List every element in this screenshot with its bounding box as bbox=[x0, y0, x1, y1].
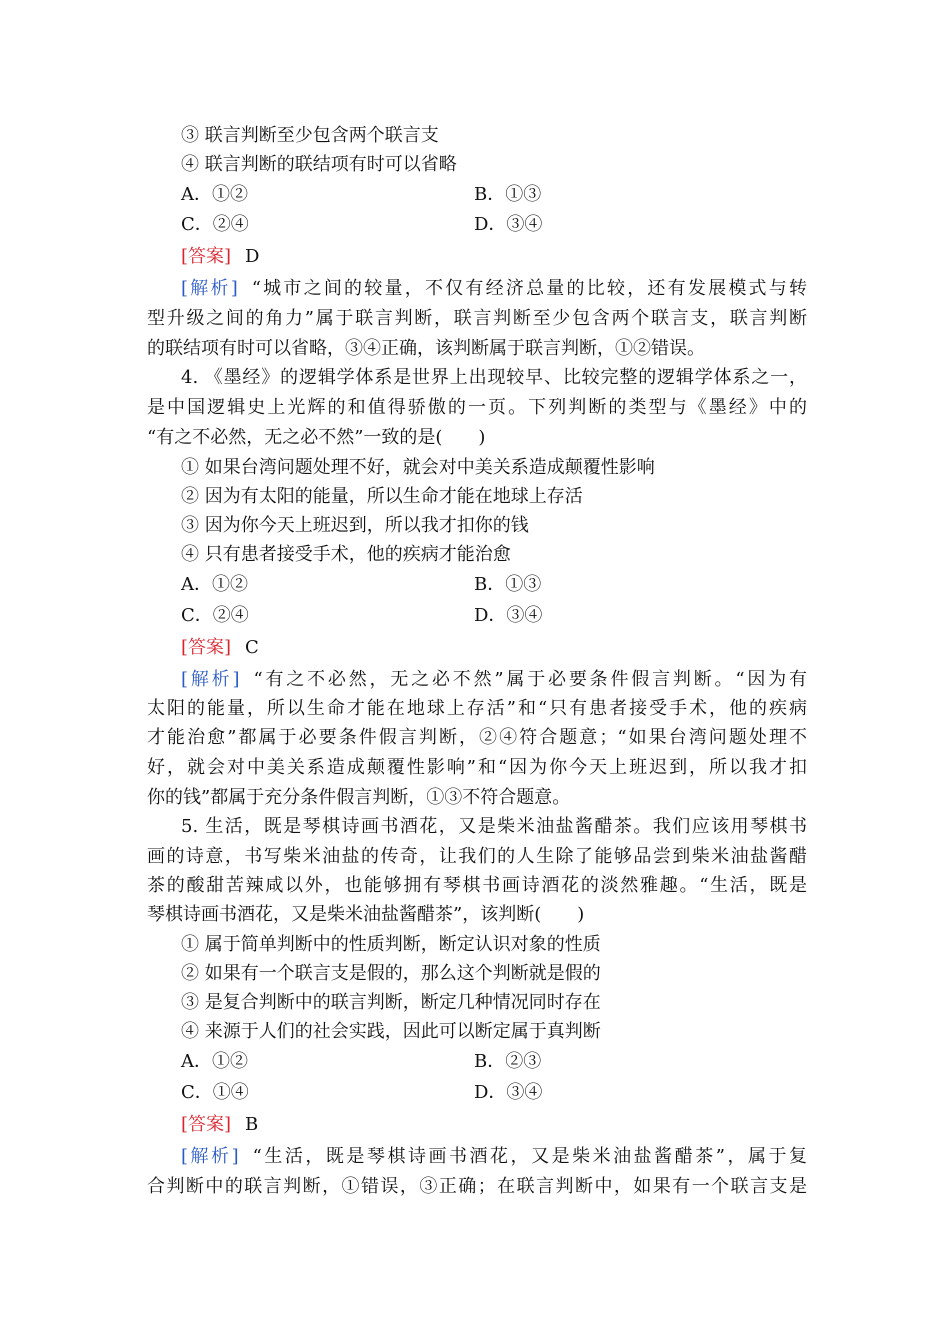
q5-analysis-line-1: [解析] “生活，既是琴棋诗画书酒花，又是柴米油盐酱醋茶”，属于复 bbox=[181, 1146, 808, 1167]
q3-item-4: ④ 联言判断的联结项有时可以省略 bbox=[181, 154, 457, 175]
q4-analysis-line-4: 好，就会对中美关系造成颠覆性影响”和“因为你今天上班迟到，所以我才扣 bbox=[147, 757, 807, 778]
q5-item-4: ④ 来源于人们的社会实践，因此可以断定属于真判断 bbox=[181, 1021, 601, 1042]
q5-option-c: C．①④ bbox=[181, 1082, 249, 1103]
q5-stem-line-3: 茶的酸甜苦辣咸以外，也能够拥有琴棋书画诗酒花的淡然雅趣。“生活，既是 bbox=[147, 875, 807, 896]
answer-value: B bbox=[245, 1114, 259, 1135]
answer-value: C bbox=[245, 637, 259, 658]
q5-option-a: A．①② bbox=[181, 1051, 248, 1072]
q3-analysis-line-2: 型升级之间的角力”属于联言判断，联言判断至少包含两个联言支，联言判断 bbox=[147, 308, 807, 329]
q5-analysis-line-2: 合判断中的联言判断，①错误，③正确；在联言判断中，如果有一个联言支是 bbox=[147, 1176, 807, 1197]
q3-analysis-line-1: [解析] “城市之间的较量，不仅有经济总量的比较，还有发展模式与转 bbox=[181, 278, 808, 299]
q5-item-1: ① 属于简单判断中的性质判断，断定认识对象的性质 bbox=[181, 934, 601, 955]
q5-stem-line-1: 5. 生活，既是琴棋诗画书酒花，又是柴米油盐酱醋茶。我们应该用琴棋书 bbox=[181, 816, 807, 837]
q3-option-a: A．①② bbox=[181, 184, 248, 205]
q4-option-a: A．①② bbox=[181, 574, 248, 595]
q3-option-d: D．③④ bbox=[474, 214, 543, 235]
q3-option-b: B．①③ bbox=[474, 184, 542, 205]
q5-option-d: D．③④ bbox=[474, 1082, 543, 1103]
q4-stem-line-3: “有之不必然，无之必不然”一致的是( ) bbox=[147, 427, 486, 448]
answer-value: D bbox=[245, 246, 260, 267]
q4-analysis-line-2: 太阳的能量，所以生命才能在地球上存活”和“只有患者接受手术，他的疾病 bbox=[147, 698, 807, 719]
q4-stem-line-2: 是中国逻辑史上光辉的和值得骄傲的一页。下列判断的类型与《墨经》中的 bbox=[147, 397, 807, 418]
q4-item-2: ② 因为有太阳的能量，所以生命才能在地球上存活 bbox=[181, 486, 583, 507]
q4-option-d: D．③④ bbox=[474, 605, 543, 626]
q3-item-3: ③ 联言判断至少包含两个联言支 bbox=[181, 125, 439, 146]
analysis-tag: [解析] bbox=[181, 669, 240, 690]
q4-analysis-line-1: [解析] “有之不必然，无之必不然”属于必要条件假言判断。“因为有 bbox=[181, 669, 807, 690]
answer-tag: [答案] bbox=[181, 637, 232, 658]
q5-item-3: ③ 是复合判断中的联言判断，断定几种情况同时存在 bbox=[181, 992, 601, 1013]
q4-option-b: B．①③ bbox=[474, 574, 542, 595]
answer-tag: [答案] bbox=[181, 1114, 232, 1135]
q5-answer bbox=[181, 1113, 807, 1137]
q4-analysis-line-5: 你的钱”都属于充分条件假言判断，①③不符合题意。 bbox=[147, 787, 571, 808]
q4-analysis-line-3: 才能治愈”都属于必要条件假言判断，②④符合题意；“如果台湾问题处理不 bbox=[147, 727, 807, 748]
answer-tag: [答案] bbox=[181, 246, 232, 267]
q5-stem-line-4: 琴棋诗画书酒花，又是柴米油盐酱醋茶”，该判断( ) bbox=[147, 904, 585, 925]
q4-item-4: ④ 只有患者接受手术，他的疾病才能治愈 bbox=[181, 544, 511, 565]
q4-stem-line-1: 4. 《墨经》的逻辑学体系是世界上出现较早、比较完整的逻辑学体系之一， bbox=[181, 367, 807, 388]
analysis-tag: [解析] bbox=[181, 1146, 239, 1167]
q5-item-2: ② 如果有一个联言支是假的，那么这个判断就是假的 bbox=[181, 963, 601, 984]
analysis-tag: [解析] bbox=[181, 278, 238, 299]
q4-option-c: C．②④ bbox=[181, 605, 249, 626]
q3-answer bbox=[181, 245, 807, 269]
q5-stem-line-2: 画的诗意，书写柴米油盐的传奇，让我们的人生除了能够品尝到柴米油盐酱醋 bbox=[147, 846, 807, 867]
q3-option-c: C．②④ bbox=[181, 214, 249, 235]
q4-item-1: ① 如果台湾问题处理不好，就会对中美关系造成颠覆性影响 bbox=[181, 457, 655, 478]
q4-item-3: ③ 因为你今天上班迟到，所以我才扣你的钱 bbox=[181, 515, 529, 536]
q3-analysis-line-3: 的联结项有时可以省略，③④正确，该判断属于联言判断，①②错误。 bbox=[147, 338, 705, 359]
q5-option-b: B．②③ bbox=[474, 1051, 542, 1072]
q4-answer bbox=[181, 636, 807, 660]
